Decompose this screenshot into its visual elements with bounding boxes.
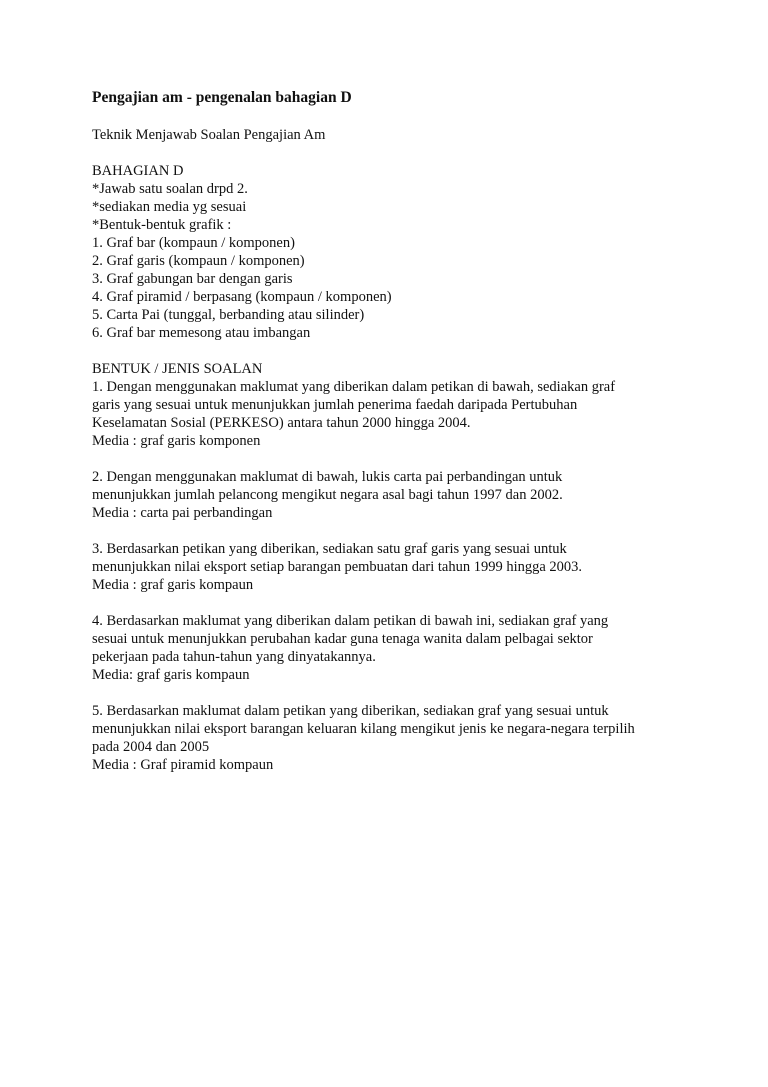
question-line: 2. Dengan menggunakan maklumat di bawah, lukis carta pai perbandingan untuk [92, 469, 563, 485]
question-line: menunjukkan jumlah pelancong mengikut negara asal bagi tahun 1997 dan 2002. [92, 487, 563, 503]
section-heading: BAHAGIAN D [92, 163, 184, 179]
question-media: Media : Graf piramid kompaun [92, 757, 274, 773]
question-media: Media : carta pai perbandingan [92, 505, 273, 521]
question-4 [92, 612, 692, 684]
instruction-line: *Jawab satu soalan drpd 2. [92, 181, 248, 197]
question-media: Media : graf garis kompaun [92, 577, 254, 593]
graph-type-item: 1. Graf bar (kompaun / komponen) [92, 235, 295, 251]
question-line: menunjukkan nilai eksport setiap barangan pembuatan dari tahun 1999 hingga 2003. [92, 559, 583, 575]
section-heading: BENTUK / JENIS SOALAN [92, 361, 263, 377]
question-5 [92, 702, 692, 774]
question-line: pada 2004 dan 2005 [92, 739, 210, 755]
question-media: Media : graf garis komponen [92, 433, 261, 449]
question-line: pekerjaan pada tahun-tahun yang dinyatakannya. [92, 649, 376, 665]
document-page [92, 88, 692, 792]
question-line: Keselamatan Sosial (PERKESO) antara tahun 2000 hingga 2004. [92, 415, 471, 431]
question-2 [92, 468, 692, 522]
document-title: Pengajian am - pengenalan bahagian D [92, 89, 352, 106]
question-line: garis yang sesuai untuk menunjukkan jumlah penerima faedah daripada Pertubuhan [92, 397, 578, 413]
graph-type-item: 6. Graf bar memesong atau imbangan [92, 325, 311, 341]
document-subtitle: Teknik Menjawab Soalan Pengajian Am [92, 127, 326, 143]
question-media: Media: graf garis kompaun [92, 667, 250, 683]
graph-type-item: 4. Graf piramid / berpasang (kompaun / komponen) [92, 289, 392, 305]
instruction-line: *sediakan media yg sesuai [92, 199, 247, 215]
instruction-line: *Bentuk-bentuk grafik : [92, 217, 232, 233]
question-line: 4. Berdasarkan maklumat yang diberikan dalam petikan di bawah ini, sediakan graf yang [92, 613, 609, 629]
graph-type-item: 2. Graf garis (kompaun / komponen) [92, 253, 305, 269]
question-line: menunjukkan nilai eksport barangan keluaran kilang mengikut jenis ke negara-negara terpilih [92, 721, 635, 737]
graph-type-item: 5. Carta Pai (tunggal, berbanding atau silinder) [92, 307, 365, 323]
question-line: 5. Berdasarkan maklumat dalam petikan yang diberikan, sediakan graf yang sesuai untuk [92, 703, 609, 719]
graph-type-item: 3. Graf gabungan bar dengan garis [92, 271, 293, 287]
question-line: 1. Dengan menggunakan maklumat yang diberikan dalam petikan di bawah, sediakan graf [92, 379, 616, 395]
question-line: 3. Berdasarkan petikan yang diberikan, sediakan satu graf garis yang sesuai untuk [92, 541, 567, 557]
section-bahagian-d [92, 162, 692, 342]
question-line: sesuai untuk menunjukkan perubahan kadar guna tenaga wanita dalam pelbagai sektor [92, 631, 593, 647]
question-3 [92, 540, 692, 594]
question-1 [92, 360, 692, 450]
